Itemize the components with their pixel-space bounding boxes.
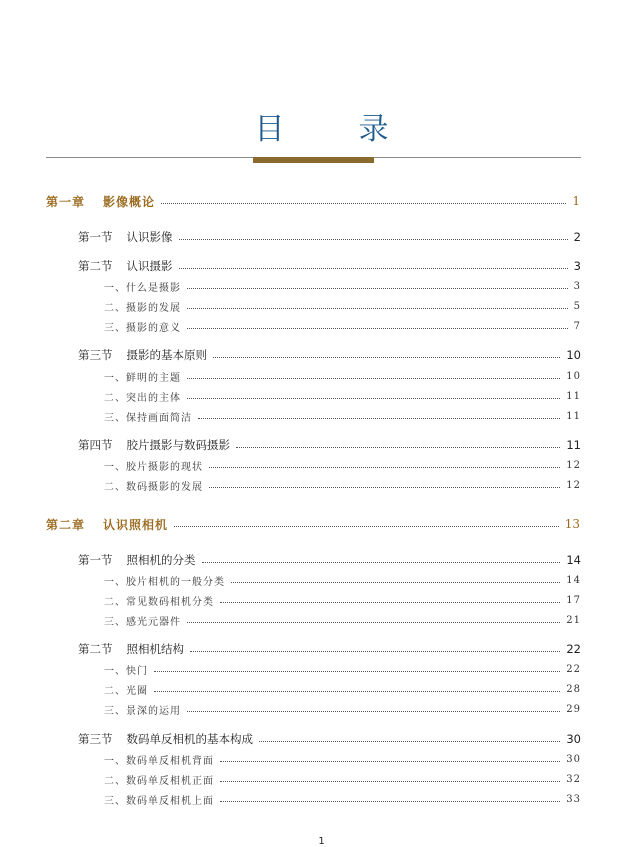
toc-chapter-1[interactable] — [46, 192, 580, 210]
toc-item[interactable] — [104, 456, 581, 474]
dot-leader — [187, 398, 560, 399]
toc-item[interactable] — [104, 407, 581, 425]
dot-leader — [220, 761, 560, 762]
toc-section[interactable] — [78, 551, 581, 569]
item-page: 12 — [566, 459, 581, 471]
section-title: 照相机结构 — [126, 642, 184, 656]
section-number: 第四节 — [78, 438, 113, 452]
chapter-number: 第一章 — [46, 194, 86, 209]
section-number: 第一节 — [78, 553, 113, 567]
toc-section[interactable] — [78, 346, 581, 364]
section-title: 胶片摄影与数码摄影 — [126, 438, 230, 452]
dot-leader — [187, 378, 560, 379]
toc-section[interactable] — [78, 228, 581, 246]
toc-item[interactable] — [104, 660, 581, 678]
dot-leader — [231, 582, 560, 583]
chapter-title: 认识照相机 — [103, 517, 169, 532]
section-title: 认识影像 — [126, 230, 173, 244]
item-label: 二、光圈 — [104, 685, 148, 697]
dot-leader — [187, 328, 568, 329]
dot-leader — [190, 651, 560, 652]
item-label: 二、常见数码相机分类 — [104, 596, 214, 608]
dot-leader — [154, 671, 560, 672]
toc-item[interactable] — [104, 680, 581, 698]
dot-leader — [213, 357, 560, 358]
item-page: 32 — [566, 773, 581, 785]
item-page: 33 — [566, 793, 581, 805]
chapter-page: 1 — [572, 194, 580, 208]
toc-item[interactable] — [104, 591, 581, 609]
dot-leader — [220, 781, 560, 782]
page-title: 目 录 — [254, 112, 411, 147]
section-page: 3 — [573, 259, 581, 273]
section-page: 30 — [566, 732, 581, 746]
section-number: 第三节 — [78, 732, 113, 746]
toc-section[interactable] — [78, 436, 581, 454]
toc-section[interactable] — [78, 730, 581, 748]
toc-item[interactable] — [104, 317, 581, 335]
item-page: 17 — [566, 594, 581, 606]
toc-item[interactable] — [104, 571, 581, 589]
toc-item[interactable] — [104, 790, 581, 808]
dot-leader — [198, 418, 560, 419]
section-title: 照相机的分类 — [126, 553, 196, 567]
section-title: 数码单反相机的基本构成 — [126, 732, 253, 746]
item-label: 二、摄影的发展 — [104, 302, 181, 314]
item-page: 3 — [573, 280, 581, 292]
toc-item[interactable] — [104, 367, 581, 385]
item-label: 一、鲜明的主题 — [104, 372, 181, 384]
toc-item[interactable] — [104, 700, 581, 718]
item-page: 14 — [566, 574, 581, 586]
dot-leader — [187, 622, 560, 623]
dot-leader — [187, 711, 560, 712]
item-label: 二、数码摄影的发展 — [104, 481, 203, 493]
toc-section[interactable] — [78, 257, 581, 275]
title-accent-bar — [253, 157, 374, 163]
item-page: 10 — [566, 370, 581, 382]
item-page: 5 — [573, 300, 581, 312]
toc-item[interactable] — [104, 387, 581, 405]
section-page: 14 — [566, 553, 581, 567]
section-number: 第一节 — [78, 230, 113, 244]
item-label: 一、胶片摄影的现状 — [104, 461, 203, 473]
dot-leader — [209, 487, 560, 488]
section-page: 10 — [566, 348, 581, 362]
item-page: 21 — [566, 614, 581, 626]
item-label: 三、摄影的意义 — [104, 322, 181, 334]
section-title: 摄影的基本原则 — [126, 348, 207, 362]
toc-item[interactable] — [104, 476, 581, 494]
dot-leader — [187, 288, 568, 289]
item-page: 28 — [566, 683, 581, 695]
section-number: 第三节 — [78, 348, 113, 362]
toc-chapter-2[interactable] — [46, 515, 580, 533]
item-label: 三、保持画面简洁 — [104, 412, 192, 424]
dot-leader — [179, 239, 568, 240]
item-label: 二、数码单反相机正面 — [104, 775, 214, 787]
item-label: 二、突出的主体 — [104, 392, 181, 404]
section-number: 第二节 — [78, 642, 113, 656]
toc-item[interactable] — [104, 297, 581, 315]
item-label: 三、景深的运用 — [104, 705, 181, 717]
item-page: 29 — [566, 703, 581, 715]
item-label: 一、数码单反相机背面 — [104, 755, 214, 767]
toc-section[interactable] — [78, 640, 581, 658]
chapter-number: 第二章 — [46, 517, 86, 532]
item-page: 12 — [566, 479, 581, 491]
item-page: 30 — [566, 753, 581, 765]
dot-leader — [202, 562, 561, 563]
dot-leader — [154, 691, 560, 692]
dot-leader — [209, 467, 560, 468]
item-page: 22 — [566, 663, 581, 675]
item-page: 7 — [573, 320, 581, 332]
item-label: 三、数码单反相机上面 — [104, 795, 214, 807]
dot-leader — [161, 203, 566, 204]
chapter-page: 13 — [564, 517, 580, 531]
dot-leader — [187, 308, 568, 309]
dot-leader — [236, 447, 560, 448]
dot-leader — [259, 741, 560, 742]
section-title: 认识摄影 — [126, 259, 173, 273]
item-page: 11 — [566, 410, 581, 422]
item-label: 一、胶片相机的一般分类 — [104, 576, 225, 588]
item-label: 一、什么是摄影 — [104, 282, 181, 294]
dot-leader — [179, 268, 568, 269]
dot-leader — [174, 526, 559, 527]
toc-item[interactable] — [104, 277, 581, 295]
dot-leader — [220, 801, 560, 802]
section-page: 2 — [573, 230, 581, 244]
toc-item[interactable] — [104, 611, 581, 629]
toc-item[interactable] — [104, 750, 581, 768]
item-label: 一、快门 — [104, 665, 148, 677]
section-page: 11 — [566, 438, 581, 452]
dot-leader — [220, 602, 560, 603]
page-number: 1 — [318, 836, 325, 847]
section-page: 22 — [566, 642, 581, 656]
item-label: 三、感光元器件 — [104, 616, 181, 628]
item-page: 11 — [566, 390, 581, 402]
chapter-title: 影像概论 — [103, 194, 156, 209]
toc-item[interactable] — [104, 770, 581, 788]
section-number: 第二节 — [78, 259, 113, 273]
